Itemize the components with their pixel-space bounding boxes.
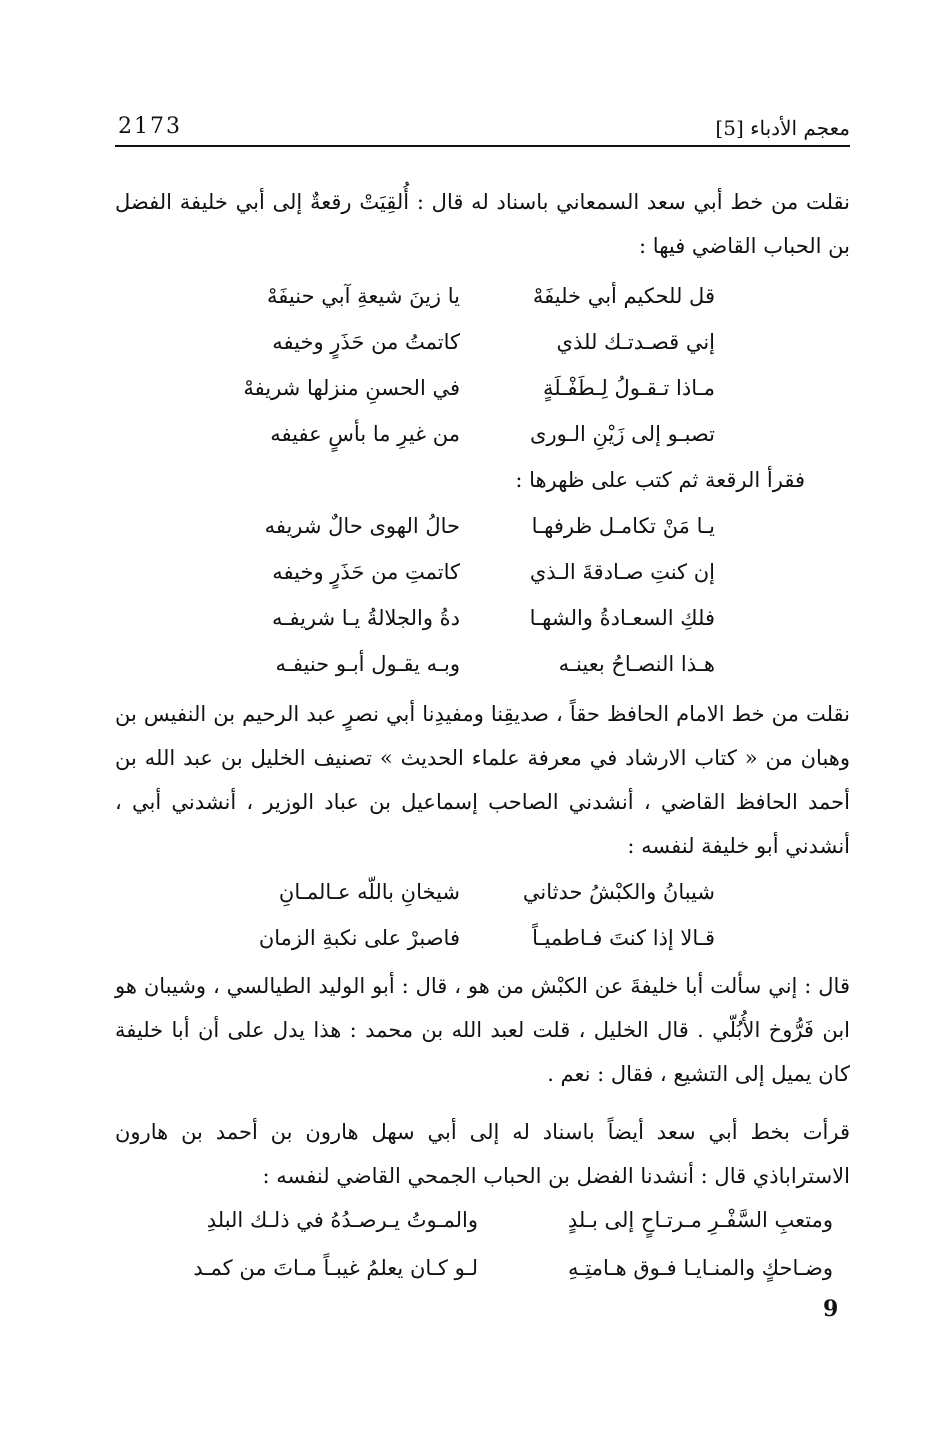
verse-line: [250, 642, 715, 686]
verse-line: [145, 1198, 833, 1242]
verse-hemistich-second: فاصبرْ على نكبةِ الزمان: [258, 926, 460, 950]
verse-hemistich-second: شيخانِ باللّه عـالمـانِ: [278, 880, 460, 904]
verse-hemistich-first: ومتعبِ السَّفْـرِ مـرتـاحٍ إلى بـلدٍ: [567, 1208, 833, 1232]
verse-line: [250, 870, 715, 914]
verse-hemistich-first: فلكِ السعـادةُ والشهـا: [529, 606, 715, 630]
paragraph-reading: قرأت بخط أبي سعد أيضاً باسناد له إلى أبي سهل هارون بن أحمد بن هارون الاستراباذي قال : أنشدنا الفضل بن الحباب الجمحي القاضي لنفسه :: [115, 1120, 850, 1188]
verse-hemistich-second: وبـه يقـول أبـو حنيفـه: [275, 652, 460, 676]
narration-text: فقرأ الرقعة ثم كتب على ظهرها :: [515, 468, 805, 492]
verse-hemistich-first: وضـاحكٍ والمنـايـا فـوق هـامتِـهِ: [568, 1256, 833, 1280]
header-rule: [115, 145, 850, 147]
verse-hemistich-second: من غيرِ ما بأسٍ عفيفه: [270, 422, 460, 446]
verse-line: [250, 916, 715, 960]
verse-hemistich-second: كاتمتُ من حَذَرٍ وخيفه: [272, 330, 460, 354]
verse-hemistich-first: إني قصـدتـك للذي: [556, 330, 715, 354]
verse-line: [250, 412, 715, 456]
verse-line: [250, 504, 715, 548]
book-title: معجم الأدباء [5]: [715, 116, 850, 140]
paragraph-source: نقلت من خط الامام الحافظ حقاً ، صديقِنا ومفيدِنا أبي نصرٍ عبد الرحيم بن النفيس بن وهبان من « كتاب الارشاد في معرفة علماء الحديث » تصنيف الخليل بن عبد الله بن أحمد الحافظ القاضي ، أنشدني الصاحب إسماعيل بن عباد الوزير ، أنشدني أبي ، أنشدني أبو خليفة لنفسه :: [115, 702, 850, 858]
verse-hemistich-first: شيبانُ والكبْشُ حدثاني: [522, 880, 715, 904]
verse-hemistich-first: مـاذا تـقـولُ لِـطَفْـلَةٍ: [543, 376, 715, 400]
verse-line: [250, 320, 715, 364]
verse-hemistich-second: والمـوتُ يـرصـدُهُ في ذلـك البلدِ: [206, 1208, 478, 1232]
verse-hemistich-second: لـو كـان يعلمُ غيبـاً مـاتَ من كمـد: [193, 1256, 478, 1280]
verse-hemistich-first: إن كنتِ صـادقةَ الـذي: [529, 560, 715, 584]
verse-hemistich-second: في الحسنِ منزلها شريفهْ: [243, 376, 460, 400]
verse-hemistich-first: هـذا النصـاحُ بعينـه: [558, 652, 715, 676]
verse-hemistich-first: قـالا إذا كنتَ فـاطميـاً: [532, 926, 715, 950]
verse-hemistich-second: حالُ الهوى حالٌ شريفه: [264, 514, 460, 538]
verse-hemistich-second: يا زينَ شيعةِ آبي حنيفَهْ: [267, 284, 460, 308]
narration-line: [250, 458, 805, 502]
verse-hemistich-second: كاتمتِ من حَذَرٍ وخيفه: [272, 560, 460, 584]
verse-line: [250, 596, 715, 640]
verse-line: [243, 366, 715, 410]
verse-line: [250, 550, 715, 594]
paragraph-intro: نقلت من خط أبي سعد السمعاني باسناد له قال : أُلقِيَتْ رقعةٌ إلى أبي خليفة الفضل بن الحباب القاضي فيها :: [115, 190, 850, 258]
paragraph-commentary: قال : إني سألت أبا خليفةَ عن الكبْش من هو ، قال : أبو الوليد الطيالسي ، وشيبان هو ابن فَرُّوخ الأُبُلّي . قال الخليل ، قلت لعبد الله بن محمد : هذا يدل على أن أبا خليفة كان يميل إلى التشيع ، فقال : نعم .: [115, 974, 850, 1086]
verse-hemistich-first: قل للحكيم أبي خليفَهْ: [532, 284, 715, 308]
verse-line: [145, 1246, 833, 1290]
page-number: 2173: [118, 114, 182, 139]
page-marker: 9: [823, 1296, 839, 1322]
verse-hemistich-second: دةُ والجلالةُ يـا شريفـه: [272, 606, 460, 630]
verse-line: [250, 274, 715, 318]
page-header: [115, 112, 850, 146]
verse-hemistich-first: يـا مَنْ تكامـل ظرفهـا: [531, 514, 715, 538]
verse-hemistich-first: تصبـو إلى زَيْنِ الـورى: [530, 422, 715, 446]
